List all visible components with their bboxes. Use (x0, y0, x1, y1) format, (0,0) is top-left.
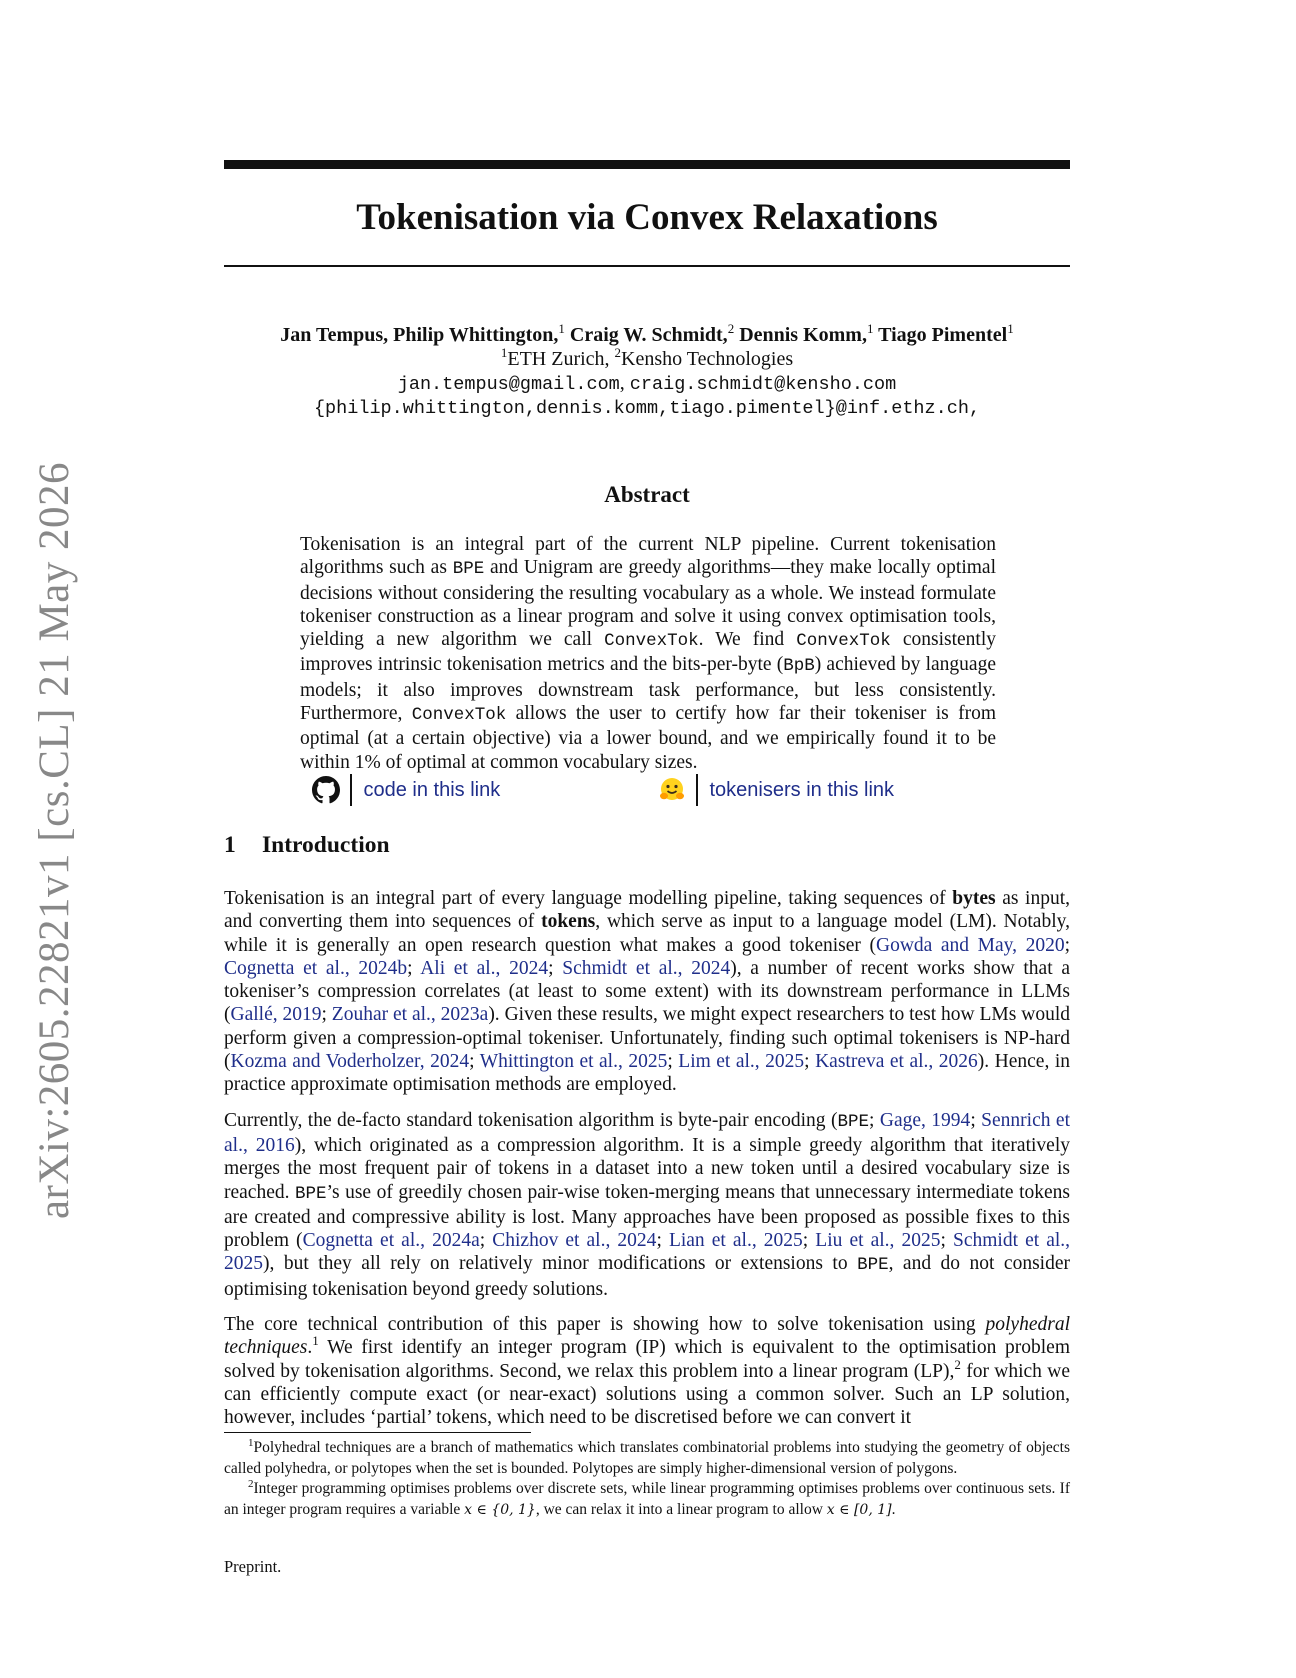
text: ), which originated as a compression algorithm. It is a simple greedy algorithm that iteratively merges the most frequent pair of tokens in a dataset into a new token until a desired vocabulary size is reached. (224, 1134, 1070, 1203)
text: , we can relax it into a linear program to allow (535, 1500, 827, 1518)
code-link[interactable]: code in this link (363, 778, 501, 801)
abstract-convextok-2: ConvexTok (796, 631, 891, 652)
math-expression: x ∈ [0, 1] (826, 1501, 892, 1518)
abstract-text-1: Tokenisation is an integral part of the current NLP pipeline. Current tokenisation algorithms such as (300, 534, 996, 579)
tokenisers-link-group (658, 773, 894, 807)
bpe-term: BPE (857, 1255, 889, 1276)
author-2: Philip Whittington, (393, 324, 559, 346)
abstract-convextok-1: ConvexTok (604, 631, 699, 652)
bold-term: bytes (952, 888, 996, 909)
text: Integer programming optimises problems over discrete sets, while linear programming optimises problems over continuous sets. If an integer program requires a variable (224, 1480, 1070, 1518)
text: ). Given these results, we might expect researchers to test how LMs would perform given a compression-optimal tokeniser. Unfortunately, finding such optimal tokenisers is NP-hard ( (224, 1004, 1070, 1073)
email-2: craig.schmidt@kensho.com (629, 374, 897, 395)
italic-term: polyhedral techniques (224, 1314, 1070, 1359)
section-title: Introduction (262, 832, 390, 858)
hugging-face-icon (658, 776, 686, 804)
abstract-heading: Abstract (604, 482, 690, 507)
author-2-affiliation: 1 (558, 321, 565, 336)
abstract-text-3: . We find (698, 629, 797, 651)
author-1: Jan Tempus, (280, 324, 389, 346)
text: Tokenisation is an integral part of every language modelling pipeline, taking sequences of (224, 888, 953, 909)
code-link-group (312, 773, 500, 807)
abstract-bpe: BPE (452, 559, 485, 580)
abstract-text-6: allows the user to certify how far their tokeniser is from optimal (at a certain objective) via a lower bound, and we empirically found it to be within 1% of optimal at common vocabulary sizes. (300, 703, 996, 773)
citation-link[interactable]: Cognetta et al., 2024a (302, 1230, 480, 1252)
author-block (194, 323, 1100, 421)
bpe-term: BPE (837, 1111, 869, 1132)
introduction-body (224, 887, 1070, 1442)
text: ; (869, 1109, 880, 1131)
footnote-1-mark: 1 (248, 1437, 254, 1449)
tokenisers-link-divider (696, 774, 698, 806)
github-icon (312, 776, 340, 804)
code-link-divider (350, 774, 352, 806)
text: ; (1064, 934, 1070, 956)
affiliation-2: Kensho Technologies (621, 348, 794, 370)
author-5-affiliation: 1 (1007, 321, 1014, 336)
citation-link[interactable]: Kozma and Voderholzer, 2024 (230, 1051, 470, 1073)
text: ; (407, 957, 421, 979)
affiliation-2-mark: 2 (614, 345, 622, 360)
bold-term: tokens (541, 911, 596, 933)
text: , which serve as input to a language model (LM). Notably, while it is generally an open research question what makes a good tokeniser ( (224, 911, 1070, 956)
text: ; (802, 1230, 816, 1252)
emails-line-2: {philip.whittington,dennis.komm,tiago.pimentel}@inf.ethz.ch, (313, 398, 981, 419)
citation-link[interactable]: Zouhar et al., 2023a (331, 1004, 489, 1026)
footnote-2 (224, 1479, 1070, 1520)
footnote-rule (224, 1432, 531, 1433)
author-4-affiliation: 1 (866, 321, 874, 336)
citation-link[interactable]: Cognetta et al., 2024b (224, 957, 408, 979)
citation-link[interactable]: Kastreva et al., 2026 (815, 1051, 978, 1073)
text: We first identify an integer program (IP) which is equivalent to the optimisation problem solved by tokenisation algorithms. Second, we relax this problem into a linear program (LP), (224, 1337, 1070, 1382)
author-5: Tiago Pimentel (878, 324, 1008, 346)
text: ), a number of recent works show that a tokeniser’s compression correlates (at least to some extent) with its downstream performance in LLMs ( (224, 957, 1070, 1026)
author-3-affiliation: 2 (727, 321, 735, 336)
text: ; (667, 1051, 679, 1073)
citation-link[interactable]: Gallé, 2019 (230, 1004, 322, 1026)
text: Currently, the de-facto standard tokenisation algorithm is byte-pair encoding ( (224, 1109, 838, 1131)
intro-paragraph-1 (224, 887, 1070, 1097)
title-bottom-rule (224, 265, 1070, 267)
citation-link[interactable]: Schmidt et al., 2025 (224, 1230, 1071, 1275)
text: . (891, 1500, 896, 1518)
text: , and do not consider optimising tokenisation beyond greedy solutions. (224, 1253, 1070, 1300)
emails-line-1 (194, 371, 1100, 397)
text: ; (970, 1109, 982, 1131)
intro-paragraph-2 (224, 1109, 1070, 1301)
citation-link[interactable]: Lim et al., 2025 (678, 1051, 805, 1073)
section-heading-introduction (224, 832, 390, 859)
text: ; (656, 1230, 669, 1252)
author-names (194, 323, 1100, 347)
arxiv-sidebar-stamp (30, 460, 80, 1220)
tokenisers-link[interactable]: tokenisers in this link (709, 778, 895, 801)
text: ; (940, 1230, 953, 1252)
section-number: 1 (224, 832, 236, 858)
preprint-label: Preprint. (224, 1557, 282, 1576)
abstract-bpb: BpB (783, 656, 815, 677)
text: ; (479, 1230, 493, 1252)
text: ), but they all rely on relatively minor modifications or extensions to (263, 1253, 858, 1275)
citation-link[interactable]: Whittington et al., 2025 (479, 1051, 668, 1073)
text: . (307, 1337, 313, 1359)
text: ). Hence, in practice approximate optimisation methods are employed. (224, 1051, 1070, 1096)
affiliation-1: ETH Zurich, (507, 348, 615, 370)
citation-link[interactable]: Gage, 1994 (879, 1109, 971, 1131)
footnotes (224, 1438, 1070, 1520)
bpe-term: BPE (295, 1183, 327, 1204)
text: ; (804, 1051, 816, 1073)
footnote-1-text: Polyhedral techniques are a branch of mathematics which translates combinatorial problems into studying the geometry of objects called polyhedra, or polytopes when the set is bounded. Polytopes are simply higher-dimensional version of polygons. (224, 1439, 1070, 1477)
text: ; (321, 1004, 332, 1026)
email-separator: , (619, 372, 630, 394)
text: The core technical contribution of this paper is showing how to solve tokenisation using (224, 1314, 986, 1336)
intro-paragraph-3 (224, 1313, 1070, 1429)
math-expression: x ∈ {0, 1} (464, 1501, 536, 1518)
author-4: Dennis Komm, (739, 324, 867, 346)
footnote-2-ref[interactable]: 2 (954, 1356, 961, 1372)
abstract-text-4: consistently improves intrinsic tokenisation metrics and the bits-per-byte ( (300, 629, 996, 676)
text: ; (548, 957, 563, 979)
arxiv-identifier: arXiv:2605.22821v1 [cs.CL] 21 May 2026 (31, 461, 79, 1219)
citation-link[interactable]: Ali et al., 2024 (420, 957, 549, 979)
footnote-1-ref[interactable]: 1 (312, 1333, 319, 1349)
citation-link[interactable]: Schmidt et al., 2024 (562, 957, 731, 979)
affiliations (194, 347, 1100, 371)
abstract-convextok-3: ConvexTok (411, 705, 507, 726)
footnote-2-mark: 2 (248, 1478, 254, 1490)
resource-links (312, 773, 1012, 807)
abstract-text-2: and Unigram are greedy algorithms—they make locally optimal decisions without considering the resulting vocabulary as a whole. We instead formulate tokeniser construction as a linear program and solve it using convex optimisation tools, yielding a new algorithm we call (300, 557, 996, 651)
title-top-rule (224, 160, 1070, 169)
footnote-1 (224, 1438, 1070, 1479)
email-1: jan.tempus@gmail.com (397, 374, 620, 395)
text: for which we can efficiently compute exact (or near-exact) solutions using a common solver. Such an LP solution, however, includes ‘partial’ tokens, which need to be discretised before we can convert it (224, 1360, 1070, 1429)
abstract-text-5: ) achieved by language models; it also improves downstream task performance, but less consistently. Furthermore, (300, 654, 996, 725)
paper-title: Tokenisation via Convex Relaxations (356, 197, 938, 238)
affiliation-1-mark: 1 (500, 345, 508, 360)
citation-link[interactable]: Lian et al., 2025 (668, 1230, 803, 1252)
citation-link[interactable]: Liu et al., 2025 (815, 1230, 941, 1252)
citation-link[interactable]: Chizhov et al., 2024 (492, 1230, 657, 1252)
text: ’s use of greedily chosen pair-wise token-merging means that unnecessary intermediate tokens are created and compressive ability is lost. Many approaches have been proposed as possible fixes to this problem ( (224, 1181, 1070, 1252)
abstract-text (300, 533, 996, 774)
text: ; (469, 1051, 480, 1073)
citation-link[interactable]: Sennrich et al., 2016 (224, 1109, 1070, 1156)
text: as input, and converting them into sequences of (224, 888, 1070, 933)
citation-link[interactable]: Gowda and May, 2020 (875, 934, 1065, 956)
author-3: Craig W. Schmidt, (569, 324, 728, 346)
